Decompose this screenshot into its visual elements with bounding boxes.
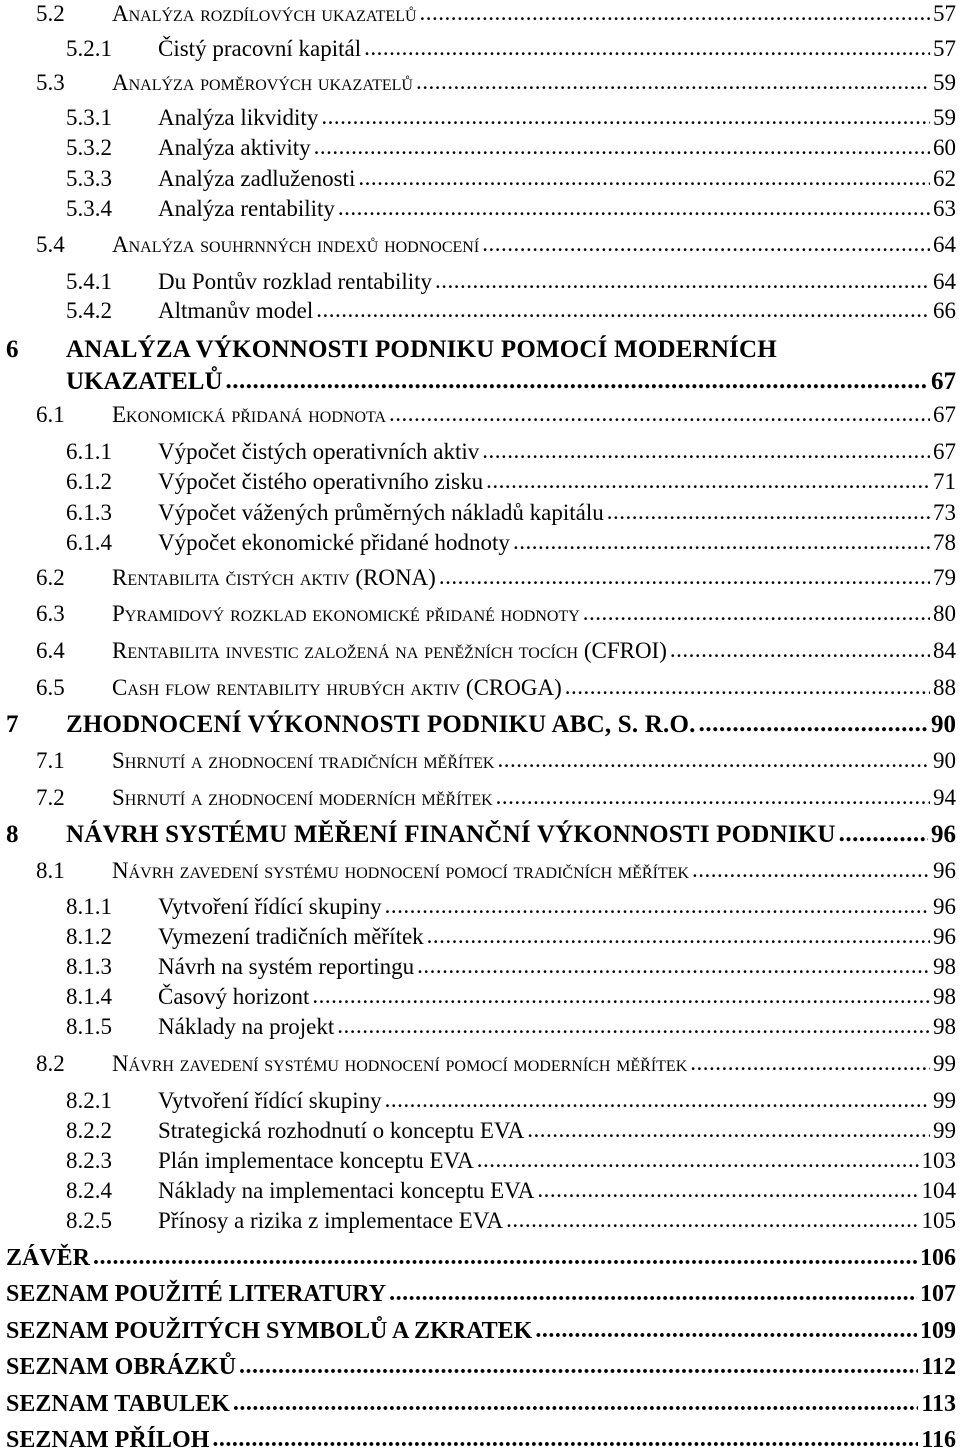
toc-entry[interactable] xyxy=(36,2,956,25)
toc-entry-number: 8.1.5 xyxy=(66,1014,112,1039)
toc-entry-title: UKAZATELŮ xyxy=(66,368,223,395)
dot-leader xyxy=(482,439,930,462)
dot-leader xyxy=(389,402,930,425)
dot-leader xyxy=(427,924,930,947)
toc-entry[interactable] xyxy=(66,925,956,948)
toc-entry-number: 6.5 xyxy=(36,675,65,700)
dot-leader xyxy=(583,601,930,624)
dot-leader xyxy=(482,232,930,255)
toc-entry-number: 8.2.5 xyxy=(66,1208,112,1233)
toc-entry[interactable] xyxy=(66,106,956,129)
toc-entry-number: 5.3.3 xyxy=(66,166,112,191)
toc-entry[interactable] xyxy=(66,1149,956,1172)
toc-entry-title: Výpočet čistých operativních aktiv xyxy=(158,439,480,464)
toc-entry-number: 6.1.2 xyxy=(66,469,112,494)
toc-entry-title: Analýza souhrnných indexů hodnocení xyxy=(112,232,480,257)
toc-entry-title: Rentabilita čistých aktiv (RONA) xyxy=(112,565,436,590)
toc-entry-number: 7.1 xyxy=(36,748,65,773)
toc-entry-number: 6.4 xyxy=(36,638,65,663)
toc-entry[interactable] xyxy=(6,1282,956,1306)
toc-entry-title: Pyramidový rozklad ekonomické přidané hodnoty xyxy=(112,601,580,626)
toc-entry-title: Shrnutí a zhodnocení moderních měřítek xyxy=(112,785,493,810)
dot-leader xyxy=(435,269,930,292)
toc-entry[interactable] xyxy=(6,1246,956,1270)
dot-leader xyxy=(699,711,928,736)
toc-entry-page-number: 99 xyxy=(933,1051,956,1076)
toc-entry-title: Analýza likvidity xyxy=(158,105,319,130)
toc-entry-page-number: 106 xyxy=(920,1245,956,1271)
toc-entry-number: 5.3.1 xyxy=(66,105,112,130)
toc-entry-page-number: 109 xyxy=(920,1318,956,1344)
toc-entry-page-number: 113 xyxy=(921,1391,956,1417)
toc-entry-title: Analýza rentability xyxy=(158,196,335,221)
toc-entry-page-number: 67 xyxy=(933,439,956,464)
toc-entry-number: 6.1 xyxy=(36,402,65,427)
dot-leader xyxy=(439,565,930,588)
toc-entry[interactable] xyxy=(66,440,956,463)
toc-entry[interactable] xyxy=(66,895,956,918)
toc-entry-number: 7 xyxy=(6,711,19,738)
toc-entry-number: 8.1.2 xyxy=(66,924,112,949)
toc-entry-title: Ekonomická přidaná hodnota xyxy=(112,402,387,427)
dot-leader xyxy=(312,984,930,1007)
toc-entry[interactable] xyxy=(6,1392,956,1416)
toc-entry-title: Rentabilita investic založená na peněžních tocích (CFROI) xyxy=(112,638,667,663)
toc-entry-title: NÁVRH SYSTÉMU MĚŘENÍ FINANČNÍ VÝKONNOSTI PODNIKU xyxy=(66,821,836,848)
toc-entry-page-number: 63 xyxy=(933,196,956,221)
toc-entry-page-number: 112 xyxy=(921,1354,956,1380)
toc-entry-page-number: 104 xyxy=(921,1178,956,1203)
toc-entry-page-number: 98 xyxy=(933,984,956,1009)
dot-leader xyxy=(506,1208,918,1231)
toc-entry-number: 5.3.4 xyxy=(66,196,112,221)
toc-entry-number: 8.2 xyxy=(36,1051,65,1076)
toc-entry-number: 5.3.2 xyxy=(66,135,112,160)
toc-entry-number: 6.1.1 xyxy=(66,439,112,464)
toc-entry-number: 6.3 xyxy=(36,601,65,626)
toc-entry-title: Náklady na projekt xyxy=(158,1014,335,1039)
toc-entry-page-number: 99 xyxy=(933,1118,956,1143)
toc-entry-number: 8.1.3 xyxy=(66,954,112,979)
dot-leader xyxy=(389,1281,917,1305)
toc-entry-page-number: 90 xyxy=(931,711,956,738)
toc-entry-number: 8.1.1 xyxy=(66,894,112,919)
dot-leader xyxy=(233,1391,918,1415)
toc-entry[interactable] xyxy=(6,822,956,847)
toc-entry-title: Analýza poměrových ukazatelů xyxy=(112,70,413,95)
toc-entry-page-number: 64 xyxy=(933,232,956,257)
dot-leader xyxy=(497,748,930,771)
dot-leader xyxy=(486,469,930,492)
toc-entry-title: Vymezení tradičních měřítek xyxy=(158,924,424,949)
dot-leader xyxy=(513,530,930,553)
toc-entry-number: 8.1 xyxy=(36,858,65,883)
dot-leader xyxy=(316,298,930,321)
dot-leader xyxy=(607,500,930,523)
toc-entry-title: Výpočet vážených průměrných nákladů kapitálu xyxy=(158,500,604,525)
toc-entry[interactable] xyxy=(66,985,956,1008)
dot-leader xyxy=(416,70,930,93)
toc-entry-page-number: 90 xyxy=(933,748,956,773)
toc-entry-number: 8.2.4 xyxy=(66,1178,112,1203)
toc-entry[interactable] xyxy=(66,167,956,190)
toc-entry-title: SEZNAM POUŽITÉ LITERATURY xyxy=(6,1281,387,1307)
toc-entry-title: SEZNAM PŘÍLOH xyxy=(6,1427,210,1453)
toc-entry[interactable] xyxy=(36,233,956,256)
toc-entry-title: Cash flow rentability hrubých aktiv (CROGA) xyxy=(112,675,562,700)
toc-entry-title: Analýza zadluženosti xyxy=(158,166,356,191)
dot-leader xyxy=(692,858,930,881)
toc-entry-page-number: 96 xyxy=(931,821,956,848)
toc-entry[interactable] xyxy=(36,639,956,662)
toc-entry-page-number: 79 xyxy=(933,565,956,590)
dot-leader xyxy=(93,1245,917,1269)
toc-entry-title: SEZNAM TABULEK xyxy=(6,1391,230,1417)
toc-entry-title: Analýza aktivity xyxy=(158,135,311,160)
toc-entry-page-number: 73 xyxy=(933,500,956,525)
toc-entry-number: 5.4.1 xyxy=(66,269,112,294)
toc-entry[interactable] xyxy=(6,1319,956,1343)
toc-entry-page-number: 71 xyxy=(933,469,956,494)
toc-entry[interactable] xyxy=(6,337,956,362)
toc-entry[interactable] xyxy=(66,955,956,978)
toc-entry-title: Časový horizont xyxy=(158,984,310,1009)
toc-entry[interactable] xyxy=(66,270,956,293)
toc-entry-title: SEZNAM OBRÁZKŮ xyxy=(6,1354,237,1380)
toc-entry[interactable] xyxy=(66,1119,956,1142)
toc-entry-title: Přínosy a rizika z implementace EVA xyxy=(158,1208,504,1233)
dot-leader xyxy=(358,166,930,189)
toc-entry-page-number: 78 xyxy=(933,530,956,555)
toc-entry-title: Vytvoření řídící skupiny xyxy=(158,1088,382,1113)
dot-leader xyxy=(385,1088,930,1111)
toc-entry-page-number: 57 xyxy=(933,36,956,61)
toc-entry-number: 8.1.4 xyxy=(66,984,112,1009)
toc-entry[interactable] xyxy=(66,299,956,322)
toc-entry[interactable] xyxy=(66,1179,956,1202)
dot-leader xyxy=(226,368,928,393)
dot-leader xyxy=(690,1051,930,1074)
toc-entry[interactable] xyxy=(6,1355,956,1379)
toc-entry-page-number: 96 xyxy=(933,924,956,949)
toc-entry[interactable] xyxy=(66,197,956,220)
toc-entry[interactable] xyxy=(66,1089,956,1112)
toc-entry-page-number: 98 xyxy=(933,1014,956,1039)
dot-leader xyxy=(839,821,928,846)
toc-entry-number: 5.3 xyxy=(36,70,65,95)
toc-entry[interactable] xyxy=(36,566,956,589)
toc-entry-page-number: 67 xyxy=(933,402,956,427)
dot-leader xyxy=(420,1,930,24)
dot-leader xyxy=(477,1148,919,1171)
toc-entry-number: 8 xyxy=(6,821,19,848)
dot-leader xyxy=(527,1118,930,1141)
dot-leader xyxy=(337,1014,930,1037)
toc-entry-page-number: 94 xyxy=(933,785,956,810)
dot-leader xyxy=(670,638,930,661)
toc-entry-page-number: 98 xyxy=(933,954,956,979)
toc-entry-number: 6 xyxy=(6,336,19,363)
dot-leader xyxy=(321,105,930,128)
toc-entry[interactable] xyxy=(66,1015,956,1038)
toc-entry-number: 8.2.3 xyxy=(66,1148,112,1173)
dot-leader xyxy=(314,135,930,158)
toc-entry-number: 6.1.4 xyxy=(66,530,112,555)
toc-entry-page-number: 88 xyxy=(933,675,956,700)
dot-leader xyxy=(239,1354,918,1378)
toc-entry-page-number: 62 xyxy=(933,166,956,191)
dot-leader xyxy=(565,675,930,698)
toc-entry-number: 6.1.3 xyxy=(66,500,112,525)
toc-entry-title: SEZNAM POUŽITÝCH SYMBOLŮ A ZKRATEK xyxy=(6,1318,533,1344)
toc-entry-number: 8.2.1 xyxy=(66,1088,112,1113)
toc-entry[interactable] xyxy=(36,71,956,94)
toc-entry-title: Čistý pracovní kapitál xyxy=(158,36,362,61)
toc-entry[interactable] xyxy=(36,403,956,426)
dot-leader xyxy=(417,954,930,977)
toc-entry[interactable] xyxy=(6,1428,956,1452)
toc-entry-page-number: 59 xyxy=(933,105,956,130)
toc-entry[interactable] xyxy=(66,369,956,394)
toc-entry-page-number: 66 xyxy=(933,298,956,323)
toc-entry-page-number: 99 xyxy=(933,1088,956,1113)
dot-leader xyxy=(338,196,930,219)
toc-entry-title: Vytvoření řídící skupiny xyxy=(158,894,382,919)
toc-entry-page-number: 103 xyxy=(921,1148,956,1173)
toc-entry-title: Návrh zavedení systému hodnocení pomocí moderních měřítek xyxy=(112,1051,688,1076)
toc-entry-page-number: 67 xyxy=(931,368,956,395)
toc-entry[interactable] xyxy=(36,602,956,625)
toc-entry-page-number: 80 xyxy=(933,601,956,626)
toc-entry[interactable] xyxy=(66,37,956,60)
toc-entry-page-number: 57 xyxy=(933,1,956,26)
dot-leader xyxy=(535,1318,917,1342)
toc-entry[interactable] xyxy=(66,470,956,493)
toc-entry-page-number: 107 xyxy=(920,1281,956,1307)
toc-entry-title: Analýza rozdílových ukazatelů xyxy=(112,1,417,26)
toc-entry[interactable] xyxy=(66,1209,956,1232)
toc-entry-title: ANALÝZA VÝKONNOSTI PODNIKU POMOCÍ MODERNÍCH xyxy=(66,336,777,363)
toc-entry-page-number: 96 xyxy=(933,858,956,883)
toc-entry[interactable] xyxy=(36,1052,956,1075)
toc-entry-title: Návrh na systém reportingu xyxy=(158,954,415,979)
toc-entry-page-number: 59 xyxy=(933,70,956,95)
toc-entry-number: 8.2.2 xyxy=(66,1118,112,1143)
toc-entry-number: 5.4.2 xyxy=(66,298,112,323)
dot-leader xyxy=(385,894,930,917)
dot-leader xyxy=(364,36,930,59)
toc-entry-title: Shrnutí a zhodnocení tradičních měřítek xyxy=(112,748,495,773)
toc-entry[interactable] xyxy=(66,531,956,554)
toc-entry[interactable] xyxy=(36,749,956,772)
toc-entry-page-number: 116 xyxy=(921,1427,956,1453)
toc-entry-title: Návrh zavedení systému hodnocení pomocí tradičních měřítek xyxy=(112,858,690,883)
toc-entry-page-number: 84 xyxy=(933,638,956,663)
toc-entry[interactable] xyxy=(36,859,956,882)
toc-entry-title: Výpočet čistého operativního zisku xyxy=(158,469,484,494)
dot-leader xyxy=(496,785,930,808)
toc-entry[interactable] xyxy=(36,786,956,809)
toc-entry-title: Plán implementace konceptu EVA xyxy=(158,1148,474,1173)
toc-entry-title: Výpočet ekonomické přidané hodnoty xyxy=(158,530,510,555)
toc-entry-number: 5.4 xyxy=(36,232,65,257)
toc-entry-title: ZHODNOCENÍ VÝKONNOSTI PODNIKU ABC, S. R.O. xyxy=(66,711,696,738)
toc-entry-number: 5.2.1 xyxy=(66,36,112,61)
toc-entry-number: 7.2 xyxy=(36,785,65,810)
toc-entry-number: 6.2 xyxy=(36,565,65,590)
dot-leader xyxy=(212,1427,918,1451)
toc-entry-page-number: 64 xyxy=(933,269,956,294)
toc-entry-title: Strategická rozhodnutí o konceptu EVA xyxy=(158,1118,525,1143)
toc-entry-title: Náklady na implementaci konceptu EVA xyxy=(158,1178,535,1203)
dot-leader xyxy=(537,1178,918,1201)
toc-entry-page-number: 96 xyxy=(933,894,956,919)
toc-entry-title: Du Pontův rozklad rentability xyxy=(158,269,433,294)
toc-entry[interactable] xyxy=(66,501,956,524)
toc-entry-page-number: 60 xyxy=(933,135,956,160)
toc-entry-page-number: 105 xyxy=(921,1208,956,1233)
toc-entry[interactable] xyxy=(36,676,956,699)
toc-entry[interactable] xyxy=(66,136,956,159)
toc-entry-number: 5.2 xyxy=(36,1,65,26)
toc-entry-title: ZÁVĚR xyxy=(6,1245,91,1271)
toc-entry[interactable] xyxy=(6,712,956,737)
toc-entry-title: Altmanův model xyxy=(158,298,314,323)
